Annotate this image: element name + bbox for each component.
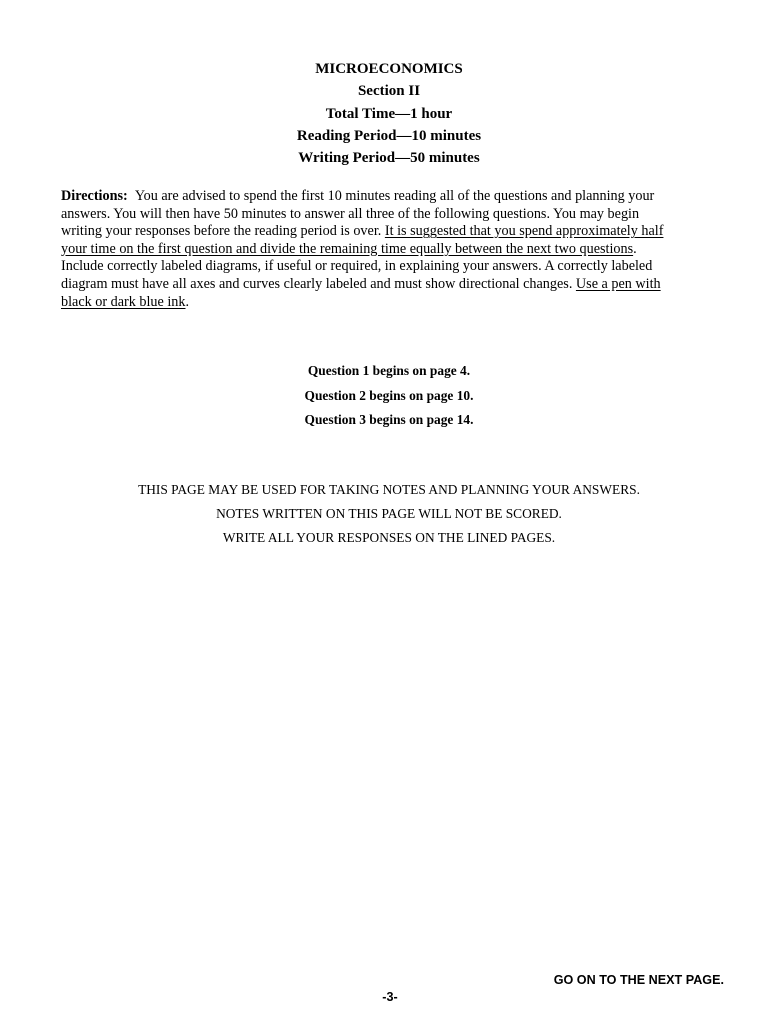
reading-period: Reading Period—10 minutes xyxy=(296,127,482,144)
question-3-location: Question 3 begins on page 14. xyxy=(304,412,474,428)
time-suggestion-underlined: It is suggested that you spend approximately half xyxy=(384,223,664,240)
directions-line-3 xyxy=(61,223,716,241)
directions-line-1 xyxy=(61,188,716,206)
directions-text: writing your responses before the reading period is over. xyxy=(61,223,385,240)
pen-instruction-underlined: Use a pen with xyxy=(575,275,661,292)
question-page-list xyxy=(0,359,768,433)
directions-text: . xyxy=(185,293,190,310)
exam-header xyxy=(0,58,768,169)
directions-paragraph xyxy=(61,188,716,311)
directions-line-6 xyxy=(61,276,716,294)
question-1-location: Question 1 begins on page 4. xyxy=(307,363,471,378)
notes-line-3: WRITE ALL YOUR RESPONSES ON THE LINED PAGES. xyxy=(222,530,556,546)
directions-line-7 xyxy=(61,294,716,312)
directions-text: diagram must have all axes and curves clearly labeled and must show directional changes. xyxy=(61,275,576,292)
time-suggestion-underlined: your time on the first question and divide the remaining time equally between the next two questions xyxy=(61,240,634,257)
directions-line-4 xyxy=(61,241,716,259)
directions-text: You are advised to spend the first 10 minutes reading all of the questions and planning your xyxy=(134,188,655,204)
writing-period: Writing Period—50 minutes xyxy=(298,150,480,167)
directions-line-5: Include correctly labeled diagrams, if useful or required, in explaining your answers. A correctly labeled xyxy=(61,258,653,275)
directions-line-2: answers. You will then have 50 minutes to answer all three of the following questions. You may begin xyxy=(61,205,640,222)
notes-line-2: NOTES WRITTEN ON THIS PAGE WILL NOT BE SCORED. xyxy=(216,506,562,522)
directions-label: Directions: xyxy=(61,188,128,204)
notes-line-1: THIS PAGE MAY BE USED FOR TAKING NOTES AND PLANNING YOUR ANSWERS. xyxy=(138,482,640,497)
section-title: Section II xyxy=(357,83,421,100)
page-number: -3- xyxy=(382,990,398,1004)
notes-instructions xyxy=(0,478,768,551)
pen-instruction-underlined: black or dark blue ink xyxy=(61,293,186,310)
go-on-next-page: GO ON TO THE NEXT PAGE. xyxy=(553,973,724,987)
directions-text: . xyxy=(633,240,637,257)
exam-subject-title: MICROECONOMICS xyxy=(315,61,463,77)
total-time: Total Time—1 hour xyxy=(325,105,453,122)
question-2-location: Question 2 begins on page 10. xyxy=(304,387,474,403)
